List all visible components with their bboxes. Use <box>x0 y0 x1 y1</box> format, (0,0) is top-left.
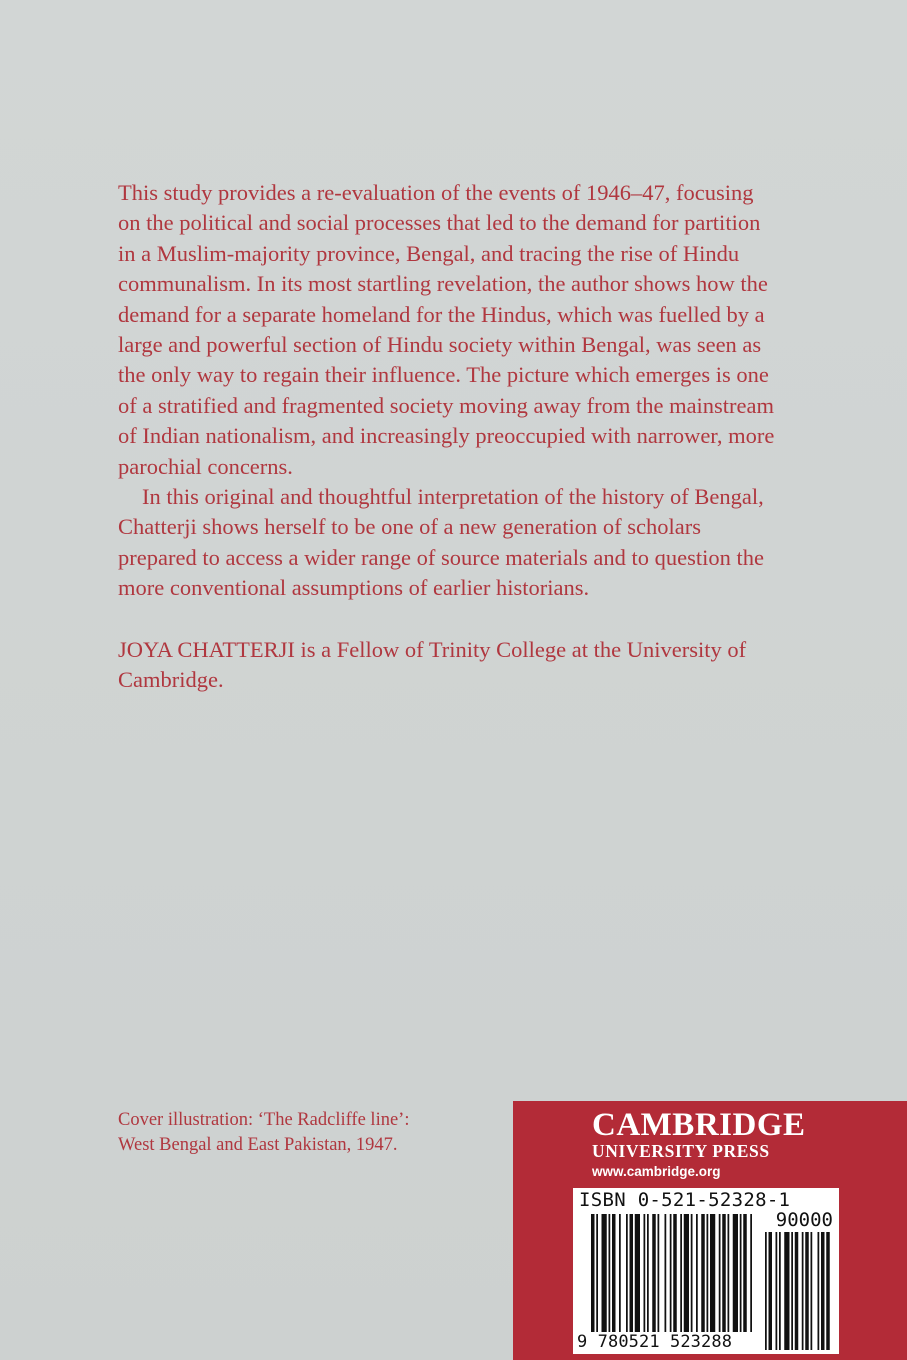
cover-credit-line-2: West Bengal and East Pakistan, 1947. <box>118 1135 398 1155</box>
author-bio: JOYA CHATTERJI is a Fellow of Trinity College at the University of Cambridge. <box>118 636 747 693</box>
ean-number: 9 780521 523288 <box>577 1332 733 1352</box>
publisher-panel <box>513 1101 907 1360</box>
description-paragraph-1: This study provides a re-evaluation of the events of 1946–47, focusing on the political and social processes that led to the demand for partition in a Muslim-majority province, Bengal, and tracing the rise of Hindu communalism. In its most startling revelation, the author shows how the demand for a separate homeland for the Hindus, which was fuelled by a large and powerful section of Hindu society within Bengal, was seen as the only way to regain their influence. The picture which emerges is one of a stratified and fragmented society moving away from the mainstream of Indian nationalism, and increasingly preoccupied with narrower, more parochial concerns. <box>118 180 775 479</box>
publisher-subtitle: UNIVERSITY PRESS <box>592 1141 770 1161</box>
description-paragraph-2: In this original and thoughtful interpretation of the history of Bengal, Chatterji shows herself to be one of a new generation of scholars prepared to access a wider range of source materials and to question the more conventional assumptions of earlier historians. <box>118 484 764 601</box>
cover-illustration-credit <box>118 1108 498 1158</box>
barcode-addon-number: 90000 <box>775 1209 833 1231</box>
cover-credit-line-1: Cover illustration: ‘The Radcliffe line’: <box>118 1110 410 1130</box>
publisher-url: www.cambridge.org <box>592 1164 721 1179</box>
publisher-logo-name: CAMBRIDGE <box>592 1107 806 1143</box>
isbn-label: ISBN 0-521-52328-1 <box>579 1189 791 1211</box>
book-description <box>118 178 778 696</box>
barcode <box>573 1188 839 1354</box>
